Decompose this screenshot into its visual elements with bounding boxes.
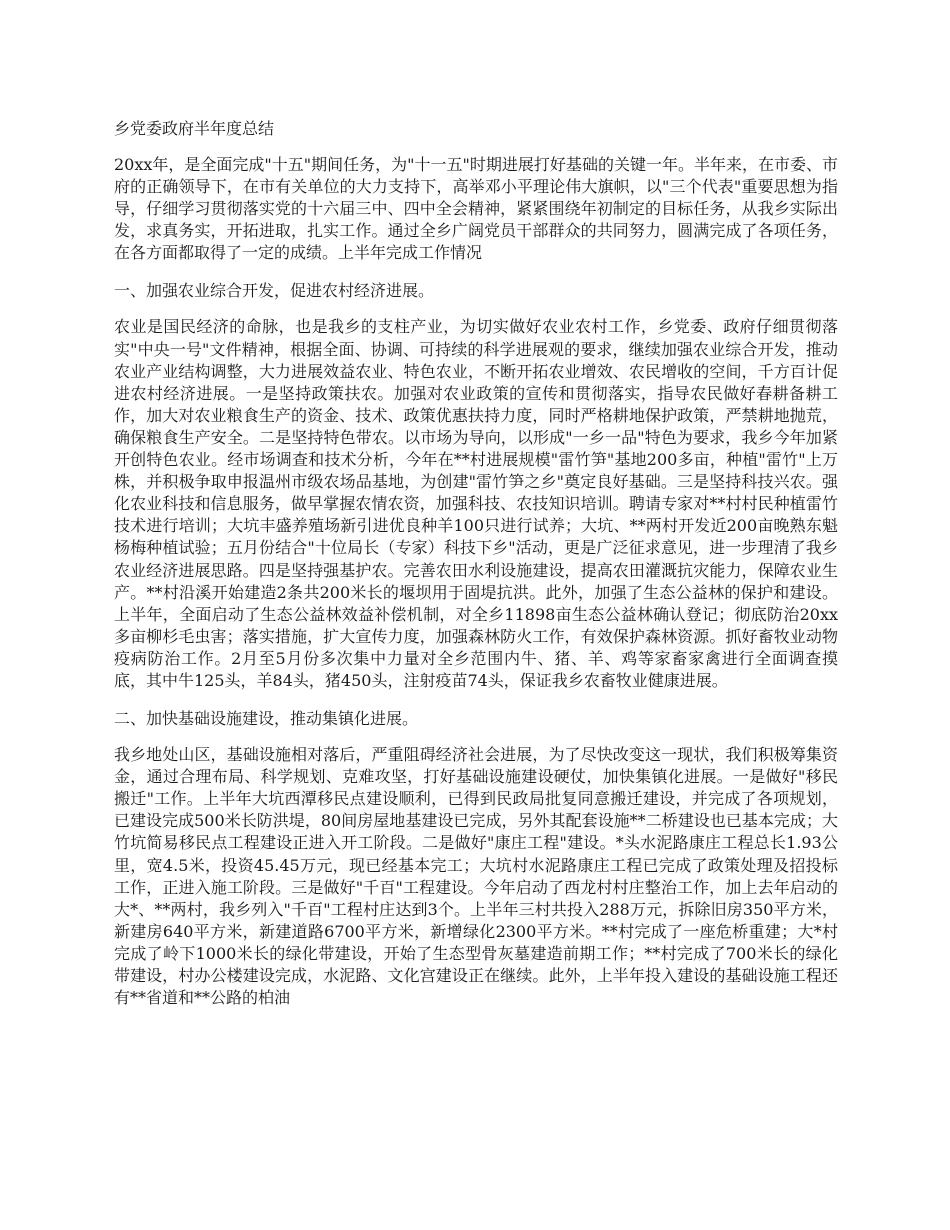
section-2-body: 我乡地处山区，基础设施相对落后，严重阻碍经济社会进展，为了尽快改变这一现状，我们积极筹集资金，通过合理布局、科学规划、克难攻坚，打好基础设施建设硬仗，加快集镇化进展。一是做好"移民搬迁"工作。上半年大坑西潭移民点建设顺利，已得到民政局批复同意搬迁建设，并完成了各项规划，已建设完成500米长防洪堤，80间房屋地基建设已完成，另外其配套设施**二桥建设也已基本完成；大竹坑简易移民点工程建设正进入开工阶段。二是做好"康庄工程"建设。*头水泥路康庄工程总长1.93公里，宽4.5米，投资45.45万元，现已经基本完工；大坑村水泥路康庄工程已完成了政策处理及招投标工作，正进入施工阶段。三是做好"千百"工程建设。今年启动了西龙村村庄整治工作，加上去年启动的大*、**两村，我乡列入"千百"工程村庄达到3个。上半年三村共投入288万元，拆除旧房350平方米，新建房640平方米，新建道路6700平方米，新增绿化2300平方米。**村完成了一座危桥重建；大*村完成了岭下1000米长的绿化带建设，开始了生态型骨灰墓建造前期工作；**村完成了700米长的绿化带建设，村办公楼建设完成，水泥路、文化宫建设正在继续。此外，上半年投入建设的基础设施工程还有**省道和**公路的柏油 <box>114 745 838 1008</box>
section-1-heading: 一、加强农业综合开发，促进农村经济进展。 <box>114 281 435 301</box>
section-1-body: 农业是国民经济的命脉，也是我乡的支柱产业，为切实做好农业农村工作，乡党委、政府仔细贯彻落实"中央一号"文件精神，根据全面、协调、可持续的科学进展观的要求，继续加强农业综合开发，推动农业产业结构调整，大力进展效益农业、特色农业，不断开拓农业增效、农民增收的空间，千方百计促进农村经济进展。一是坚持政策扶农。加强对农业政策的宣传和贯彻落实，指导农民做好春耕备耕工作，加大对农业粮食生产的资金、技术、政策优惠扶持力度，同时严格耕地保护政策，严禁耕地抛荒，确保粮食生产安全。二是坚持特色带农。以市场为导向，以形成"一乡一品"特色为要求，我乡今年加紧开创特色农业。经市场调查和技术分析，今年在**村进展规模"雷竹笋"基地200多亩，种植"雷竹"上万株，并积极争取申报温州市级农场品基地，为创建"雷竹笋之乡"奠定良好基础。三是坚持科技兴农。强化农业科技和信息服务，做早掌握农情农资，加强科技、农技知识培训。聘请专家对**村村民种植雷竹技术进行培训；大坑丰盛养殖场新引进优良种羊100只进行试养；大坑、**两村开发近200亩晚熟东魁杨梅种植试验；五月份结合"十位局长（专家）科技下乡"活动，更是广泛征求意见，进一步理清了我乡农业经济进展思路。四是坚持强基护农。完善农田水利设施建设，提高农田灌溉抗灾能力，保障农业生产。**村沿溪开始建造2条共200米长的堰坝用于固堤抗洪。此外，加强了生态公益林的保护和建设。上半年，全面启动了生态公益林效益补偿机制，对全乡11898亩生态公益林确认登记；彻底防治20xx多亩柳杉毛虫害；落实措施，扩大宣传力度，加强森林防火工作，有效保护森林资源。抓好畜牧业动物疫病防治工作。2月至5月份多次集中力量对全乡范围内牛、猪、羊、鸡等家畜家禽进行全面调查摸底，其中牛125头，羊84头，猪450头，注射疫苗74头，保证我乡农畜牧业健康进展。 <box>114 317 838 690</box>
document-page <box>114 118 838 1025</box>
intro-paragraph: 20xx年，是全面完成"十五"期间任务，为"十一五"时期进展打好基础的关键一年。半年来，在市委、市府的正确领导下，在市有关单位的大力支持下，高举邓小平理论伟大旗帜，以"三个代表"重要思想为指导，仔细学习贯彻落实党的十六届三中、四中全会精神，紧紧围绕年初制定的目标任务，从我乡实际出发，求真务实，开拓进取，扎实工作。通过全乡广阔党员干部群众的共同努力，圆满完成了各项任务，在各方面都取得了一定的成绩。上半年完成工作情况 <box>114 155 838 263</box>
section-2-heading: 二、加快基础设施建设，推动集镇化进展。 <box>114 709 419 729</box>
document-title: 乡党委政府半年度总结 <box>114 119 275 138</box>
